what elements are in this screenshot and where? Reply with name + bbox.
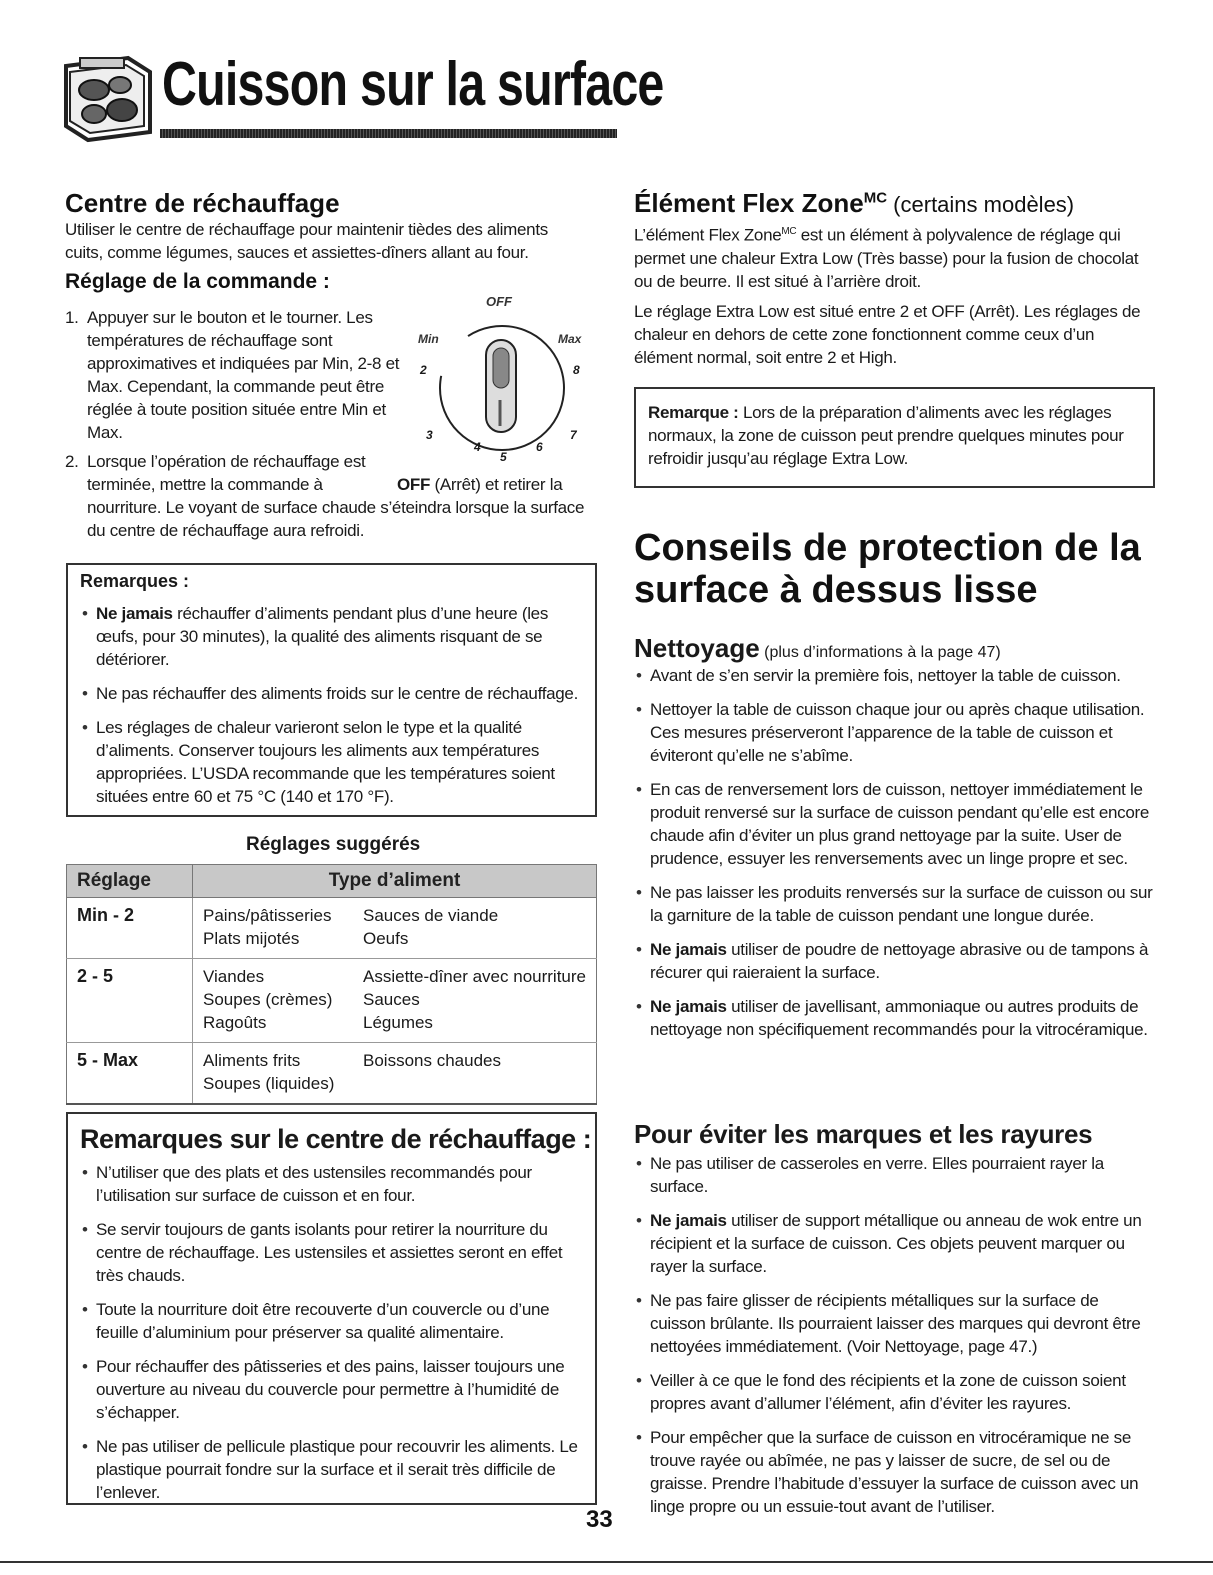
scratches-list: [634, 1152, 1158, 1529]
column-header-setting: Réglage: [67, 865, 193, 898]
knob-label-4: 4: [474, 440, 481, 454]
step-item: 1. Appuyer sur le bouton et le tourner. Les températures de réchauffage sont approximatives et indiquées par Min, 2-8 et Max. Cependant, la commande peut être réglée à toute position située entre Min et Max.: [65, 308, 400, 442]
control-setting-title: Réglage de la commande :: [65, 270, 330, 293]
warming-center-intro: Utiliser le centre de réchauffage pour maintenir tièdes des aliments cuits, comme légumes, sauces et assiettes-dîners allant au four.: [65, 220, 548, 262]
page-number: 33: [586, 1506, 613, 1533]
step-item: 2. Lorsque l’opération de réchauffage est terminée, mettre la commande à OFF (Arrêt) et retirer la nourriture. Le voyant de surface chaude s’éteindra lorsque la surface du centre de réchauffage aura refroidi.: [65, 452, 585, 540]
suggested-settings-title: Réglages suggérés: [246, 834, 421, 855]
scratches-title: Pour éviter les marques et les rayures: [634, 1119, 1093, 1149]
warming-notes-title: Remarques sur le centre de réchauffage :: [80, 1124, 592, 1154]
cleaning-title: Nettoyage (plus d’informations à la page 47): [634, 633, 1001, 663]
remarks-list: [80, 602, 585, 808]
list-item: • N’utiliser que des plats et des ustensiles recommandés pour l’utilisation sur surface de cuisson et en four.: [80, 1161, 585, 1207]
flex-zone-paragraph-2: Le réglage Extra Low est situé entre 2 et OFF (Arrêt). Les réglages de chaleur en dehors de cette zone fonctionnent comme ceux d’un élément normal, soit entre 2 et High.: [634, 302, 1141, 367]
table-row: 5 - Max Aliments frits Soupes (liquides) Boissons chaudes: [67, 1043, 597, 1105]
list-item: • Ne pas réchauffer des aliments froids sur le centre de réchauffage.: [80, 682, 585, 705]
knob-label-3: 3: [426, 428, 433, 442]
suggested-settings-table: [66, 864, 597, 1105]
note-label: Remarque :: [648, 403, 739, 422]
warming-notes-list: [80, 1161, 585, 1504]
knob-label-6: 6: [536, 440, 543, 454]
protection-title: Conseils de protection de la surface à dessus lisse: [634, 527, 1141, 611]
list-item: • Avant de s’en servir la première fois, nettoyer la table de cuisson.: [634, 664, 1158, 687]
cooktop-icon: [58, 52, 156, 144]
knob-label-7: 7: [570, 428, 577, 442]
list-item: • Les réglages de chaleur varieront selon le type et la qualité d’aliments. Conserver toujours les aliments aux températures appropriées. L’USDA recommande que les températures soient situées entre 60 et 75 °C (140 et 170 °F).: [80, 716, 585, 808]
list-item: • Ne pas utiliser de pellicule plastique pour recouvrir les aliments. Le plastique pourrait fondre sur la surface et il serait très difficile de l’enlever.: [80, 1435, 585, 1504]
cleaning-list: [634, 664, 1158, 1052]
flex-zone-note-box: Remarque : Lors de la préparation d’aliments avec les réglages normaux, la zone de cuisson peut prendre quelques minutes pour refroidir jusqu’au réglage Extra Low.: [634, 387, 1155, 488]
step-text: Lorsque l’opération de réchauffage est terminée, mettre la commande à: [87, 452, 366, 494]
knob-dial: [408, 290, 598, 470]
list-item: • En cas de renversement lors de cuisson, nettoyer immédiatement le produit renversé sur la surface de cuisson pendant qu’elle est encore chaude afin d’éviter un plus grand nettoyage par la suite. User de prudence, essuyer les renversements avec un linge propre et sec.: [634, 778, 1158, 870]
knob-max-label: Max: [558, 332, 582, 346]
list-item: • Toute la nourriture doit être recouverte d’un couvercle ou d’une feuille d’aluminium pour préserver sa qualité alimentaire.: [80, 1298, 585, 1344]
page-title: Cuisson sur la surface: [162, 50, 664, 119]
table-row: 2 - 5 Viandes Soupes (crèmes) Ragoûts Assiette-dîner avec nourriture Sauces Légumes: [67, 959, 597, 1043]
bottom-rule: [0, 1561, 1213, 1563]
list-item: • Ne pas utiliser de casseroles en verre. Elles pourraient rayer la surface.: [634, 1152, 1158, 1198]
list-item: • Ne jamais réchauffer d’aliments pendant plus d’une heure (les œufs, pour 30 minutes), la qualité des aliments risquant de se détériorer.: [80, 602, 585, 671]
list-item: • Ne pas laisser les produits renversés sur la surface de cuisson ou sur la garniture de la table de cuisson pendant une longue durée.: [634, 881, 1158, 927]
remarks-title: Remarques :: [80, 571, 190, 591]
list-item: • Veiller à ce que le fond des récipients et la zone de cuisson soient propres avant d’allumer l’élément, afin d’éviter les rayures.: [634, 1369, 1158, 1415]
knob-label-8: 8: [573, 363, 580, 377]
title-underline: [160, 129, 617, 138]
flex-zone-paragraph-1: L’élément Flex Zone$^{MC}$ est un élément à polyvalence de réglage qui permet une chaleur Extra Low (Très basse) pour la fusion de chocolat ou de beurre. Il est situé à l’arrière droit.: [634, 225, 1139, 291]
warming-knob-diagram: [408, 290, 598, 470]
warming-center-title: Centre de réchauffage: [65, 188, 340, 218]
knob-min-label: Min: [418, 332, 439, 346]
list-item: • Pour réchauffer des pâtisseries et des pains, laisser toujours une ouverture au niveau du couvercle pour permettre à l’humidité de s’échapper.: [80, 1355, 585, 1424]
knob-label-2: 2: [420, 363, 427, 377]
list-item: • Ne jamais utiliser de support métallique ou anneau de wok entre un récipient et la surface de cuisson. Ces objets peuvent marquer ou rayer la surface.: [634, 1209, 1158, 1278]
column-header-food-type: Type d’aliment: [193, 865, 597, 898]
list-item: • Ne jamais utiliser de poudre de nettoyage abrasive ou de tampons à récurer qui raieraient la surface.: [634, 938, 1158, 984]
table-row: Min - 2 Pains/pâtisseries Plats mijotés Sauces de viande Oeufs: [67, 898, 597, 959]
knob-off-label: OFF: [486, 294, 512, 309]
off-label: OFF: [397, 475, 431, 494]
list-item: • Nettoyer la table de cuisson chaque jour ou après chaque utilisation. Ces mesures préserveront l’apparence de la table de cuisson et éviteront qu’elle ne s’abîme.: [634, 698, 1158, 767]
table-header-row: [67, 865, 597, 898]
warming-notes-box: [66, 1112, 597, 1505]
list-item: • Ne pas faire glisser de récipients métalliques sur la surface de cuisson brûlante. Ils pourraient laisser des marques qui devront être nettoyées immédiatement. (Voir Nettoyage, page 47.): [634, 1289, 1158, 1358]
list-item: • Pour empêcher que la surface de cuisson en vitrocéramique ne se trouve rayée ou abîmée, ne pas y laisser de sucre, de sel ou de graisse. Prendre l’habitude d’essuyer la surface de cuisson avec un linge propre ou un essuie-tout avant de l’utiliser.: [634, 1426, 1158, 1518]
remarks-box: [66, 563, 597, 817]
list-item: • Se servir toujours de gants isolants pour retirer la nourriture du centre de réchauffage. Les ustensiles et assiettes seront en effet très chauds.: [80, 1218, 585, 1287]
step-text: Appuyer sur le bouton et le tourner. Les températures de réchauffage sont approximatives et indiquées par Min, 2-8 et Max. Cependant, la commande peut être réglée à toute position située entre Min et Max.: [87, 308, 400, 442]
flex-zone-title: Élément Flex Zone$^{MC}$ (certains modèles): [634, 188, 1075, 218]
knob-label-5: 5: [500, 450, 507, 464]
list-item: • Ne jamais utiliser de javellisant, ammoniaque ou autres produits de nettoyage non spécifiquement recommandés pour la vitrocéramique.: [634, 995, 1158, 1041]
